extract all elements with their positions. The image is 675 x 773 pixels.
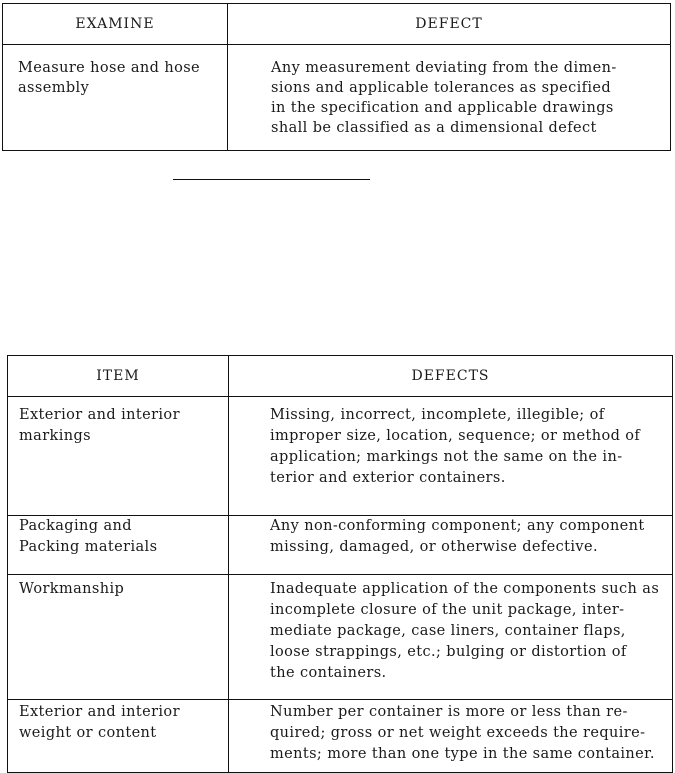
table-row bbox=[3, 45, 671, 151]
table-row bbox=[8, 397, 673, 516]
table-row bbox=[8, 516, 673, 575]
defect-cell bbox=[228, 45, 671, 151]
section-divider-rule bbox=[173, 179, 370, 180]
examine-cell bbox=[3, 45, 228, 151]
dimensional-examination-table bbox=[2, 3, 671, 151]
item-cell bbox=[8, 575, 229, 700]
item-text: Workmanship bbox=[19, 581, 125, 597]
item-cell bbox=[8, 700, 229, 773]
defects-header: DEFECTS bbox=[229, 356, 673, 397]
item-text: Exterior and interior markings bbox=[19, 407, 180, 444]
defects-text: Any non-conforming component; any component missing, damaged, or otherwise defective. bbox=[270, 518, 645, 555]
item-text: Exterior and interior weight or content bbox=[19, 704, 180, 741]
defects-cell bbox=[229, 516, 673, 575]
examine-header: EXAMINE bbox=[3, 4, 228, 45]
packaging-examination-table bbox=[7, 355, 673, 773]
examine-text: Measure hose and hose assembly bbox=[18, 60, 201, 96]
defect-text: Any measurement deviating from the dimen- sions and applicable tolerances as specified in the specification and applicable drawings shall be classified as a dimensional defect bbox=[271, 60, 617, 136]
table-row bbox=[8, 575, 673, 700]
defects-cell bbox=[229, 575, 673, 700]
item-header: ITEM bbox=[8, 356, 229, 397]
defect-header: DEFECT bbox=[228, 4, 671, 45]
defects-cell bbox=[229, 700, 673, 773]
defects-text: Number per container is more or less than re- quired; gross or net weight exceeds the require- ments; more than one type in the same container. bbox=[270, 704, 655, 762]
defects-text: Inadequate application of the components such as incomplete closure of the unit package, inter- mediate package, case liners, container flaps, loose strappings, etc.; bulging or distortion of the containers. bbox=[270, 581, 660, 681]
table-header-row bbox=[8, 356, 673, 397]
table-header-row bbox=[3, 4, 671, 45]
defects-cell bbox=[229, 397, 673, 516]
defects-text: Missing, incorrect, incomplete, illegible; of improper size, location, sequence; or method of application; markings not the same on the in- terior and exterior containers. bbox=[270, 407, 641, 486]
item-text: Packaging and Packing materials bbox=[19, 518, 158, 555]
item-cell bbox=[8, 516, 229, 575]
table-row bbox=[8, 700, 673, 773]
item-cell bbox=[8, 397, 229, 516]
